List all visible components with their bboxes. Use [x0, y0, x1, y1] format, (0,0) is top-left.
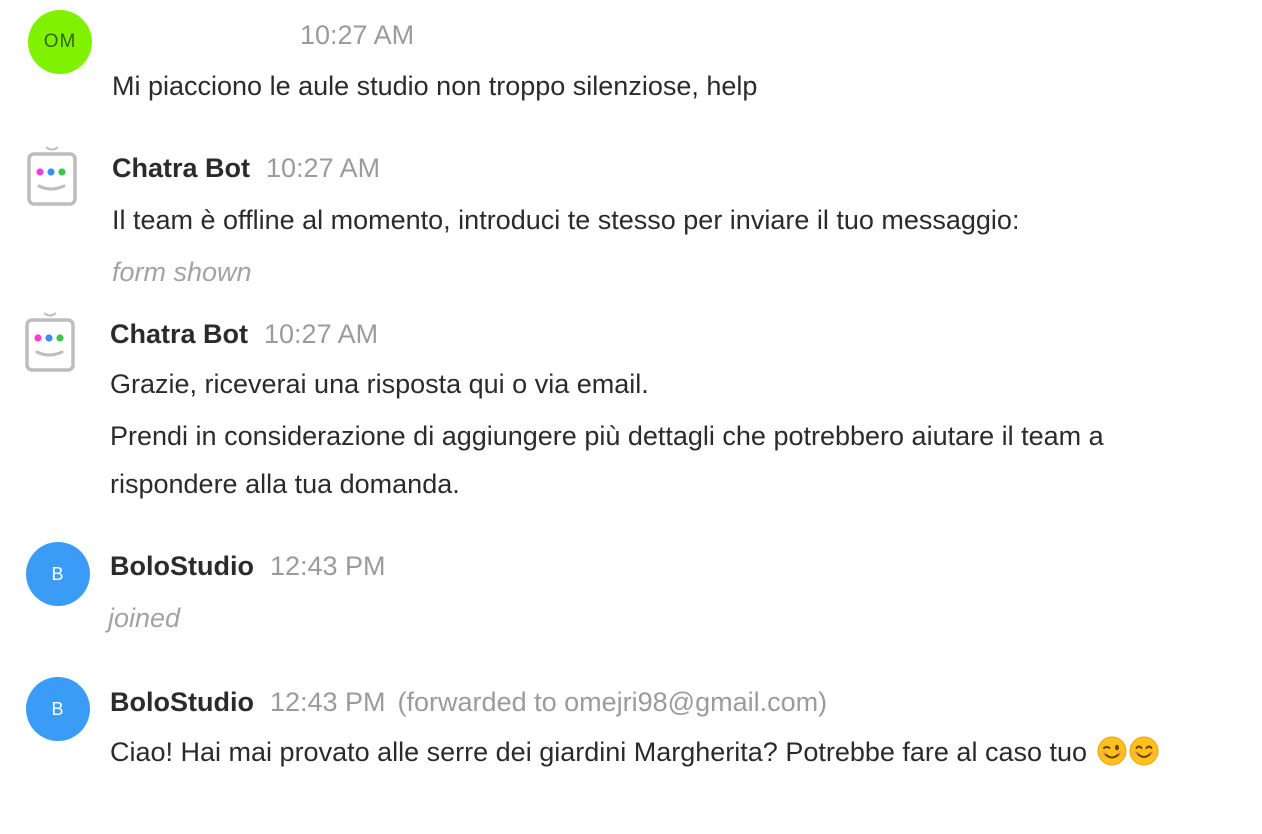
message-header: [110, 685, 827, 719]
message-header: [110, 549, 386, 583]
forwarded-note: (forwarded to omejri98@gmail.com): [397, 687, 828, 717]
system-event: form shown: [112, 257, 252, 287]
message-time: 10:27 AM: [266, 153, 381, 183]
avatar-b[interactable]: [26, 677, 90, 741]
chatra-bot-icon: [26, 144, 78, 208]
winking-face-emoji: [1097, 736, 1127, 766]
message-time: 12:43 PM: [269, 687, 386, 717]
message-time: 10:27 AM: [300, 20, 415, 50]
message-text: Grazie, riceverai una risposta qui o via email.: [110, 369, 649, 399]
message-header: [112, 151, 380, 185]
avatar-om[interactable]: [28, 10, 92, 74]
avatar-initials: OM: [43, 31, 77, 52]
system-event: joined: [108, 603, 181, 633]
message-time: 12:43 PM: [269, 551, 386, 581]
message-text: [110, 728, 1170, 776]
message-text-2: Prendi in considerazione di aggiungere più dettagli che potrebbero aiutare il team a rispondere alla tua domanda.: [110, 421, 1104, 499]
chatra-bot-icon: [24, 310, 76, 374]
avatar-b[interactable]: [26, 542, 90, 606]
message-author[interactable]: Chatra Bot: [110, 319, 249, 349]
message-author[interactable]: BoloStudio: [110, 687, 254, 717]
message-author[interactable]: BoloStudio: [110, 551, 254, 581]
message-header: [300, 18, 414, 52]
message-time: 10:27 AM: [264, 319, 379, 349]
avatar-initials: B: [51, 698, 65, 719]
message-author[interactable]: Chatra Bot: [112, 153, 251, 183]
message-text-content: Ciao! Hai mai provato alle serre dei giardini Margherita? Potrebbe fare al caso tuo: [110, 737, 1088, 767]
message-text: Mi piacciono le aule studio non troppo silenziose, help: [112, 71, 758, 101]
message-text: Il team è offline al momento, introduci te stesso per inviare il tuo messaggio:: [112, 205, 1020, 235]
avatar-initials: B: [51, 563, 65, 584]
smiling-face-emoji: [1129, 736, 1159, 766]
message-header: [110, 317, 378, 351]
